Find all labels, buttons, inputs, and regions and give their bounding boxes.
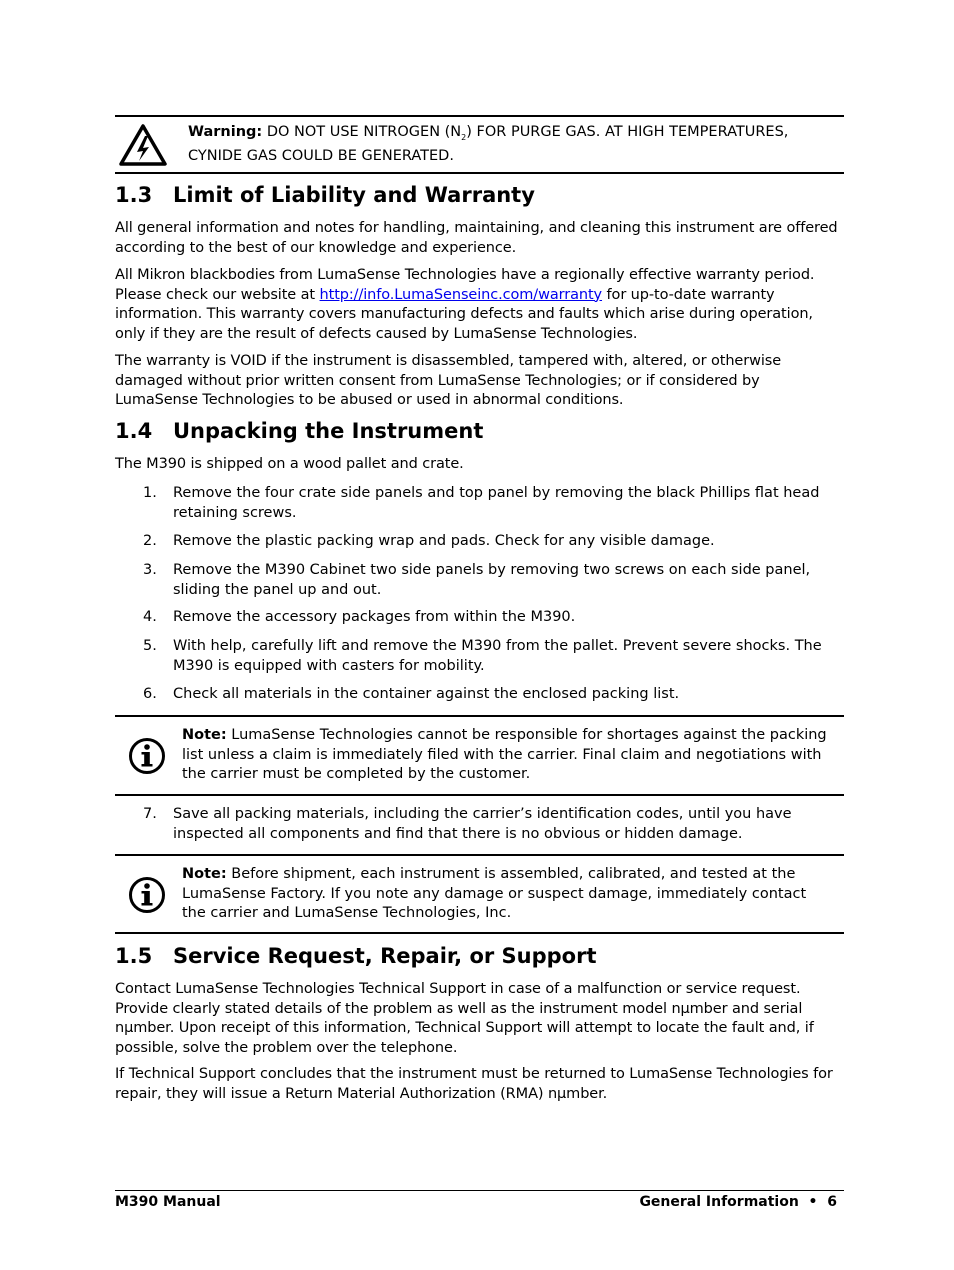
warning-label: Warning: xyxy=(188,124,263,140)
footer-title: M390 Manual xyxy=(115,1194,221,1210)
paragraph: The warranty is VOID if the instrument is disassembled, tampered with, altered, or otherwise damaged without prior written consent from LumaSense Technologies; or if considered by LumaSense Technologies to be abused or used in abnormal conditions. xyxy=(115,353,782,408)
divider xyxy=(115,854,844,856)
footer-page: General Information • 6 xyxy=(639,1194,837,1210)
paragraph: All Mikron blackbodies from LumaSense Technologies have a regionally effective warranty period. Please check our website at http://info.LumaSenseinc.com/warranty for up-to-date warranty information. This warranty covers manufacturing defects and faults which arise during operation, only if they are the result of defects caused by LumaSense Technologies. xyxy=(115,267,815,342)
warranty-link[interactable]: http://info.LumaSenseinc.com/warranty xyxy=(319,286,603,303)
paragraph: Contact LumaSense Technologies Technical Support in case of a malfunction or service request. Provide clearly stated details of the problem as well as the instrument model nµmber and serial nµmber. Upon receipt of this information, Technical Support will attempt to locate the fault and, if possible, solve the problem over the telephone. xyxy=(115,981,814,1056)
section-1-5 xyxy=(115,943,844,969)
warning-icon xyxy=(118,123,168,171)
section-heading: 1.4 Unpacking the Instrument xyxy=(115,419,484,443)
divider xyxy=(115,1190,844,1191)
paragraph: If Technical Support concludes that the instrument must be returned to LumaSense Technologies for repair, they will issue a Return Material Authorization (RMA) nµmber. xyxy=(115,1066,833,1102)
section-1-4 xyxy=(115,418,844,444)
note-box xyxy=(115,715,844,796)
section-heading: 1.5 Service Request, Repair, or Support xyxy=(115,944,597,968)
info-icon xyxy=(127,875,167,919)
note-box xyxy=(115,854,844,935)
note-text: Note: Before shipment, each instrument is assembled, calibrated, and tested at the LumaSense Factory. If you note any damage or suspect damage, immediately contact the carrier and LumaSense Technologies, Inc. xyxy=(182,866,807,921)
paragraph: All general information and notes for handling, maintaining, and cleaning this instrument are offered according to the best of our knowledge and experience. xyxy=(115,220,838,256)
section-heading: 1.3 Limit of Liability and Warranty xyxy=(115,183,535,207)
warning-text: Warning: DO NOT USE NITROGEN $(N_2)$ FOR PURGE GAS. AT HIGH TEMPERATURES, CYNIDE GAS COULD BE GENERATED. xyxy=(188,124,789,165)
divider xyxy=(115,715,844,717)
warning-box xyxy=(115,115,844,173)
note-text: Note: LumaSense Technologies cannot be responsible for shortages against the packing list unless a claim is immediately filed with the carrier. Final claim and negotiations with the carrier must be completed by the customer. xyxy=(182,727,827,782)
divider xyxy=(115,932,844,934)
divider xyxy=(115,794,844,796)
info-icon xyxy=(127,736,167,780)
section-1-3 xyxy=(115,182,844,208)
divider xyxy=(115,172,844,174)
paragraph: The M390 is shipped on a wood pallet and crate. xyxy=(115,456,464,472)
divider xyxy=(115,115,844,117)
